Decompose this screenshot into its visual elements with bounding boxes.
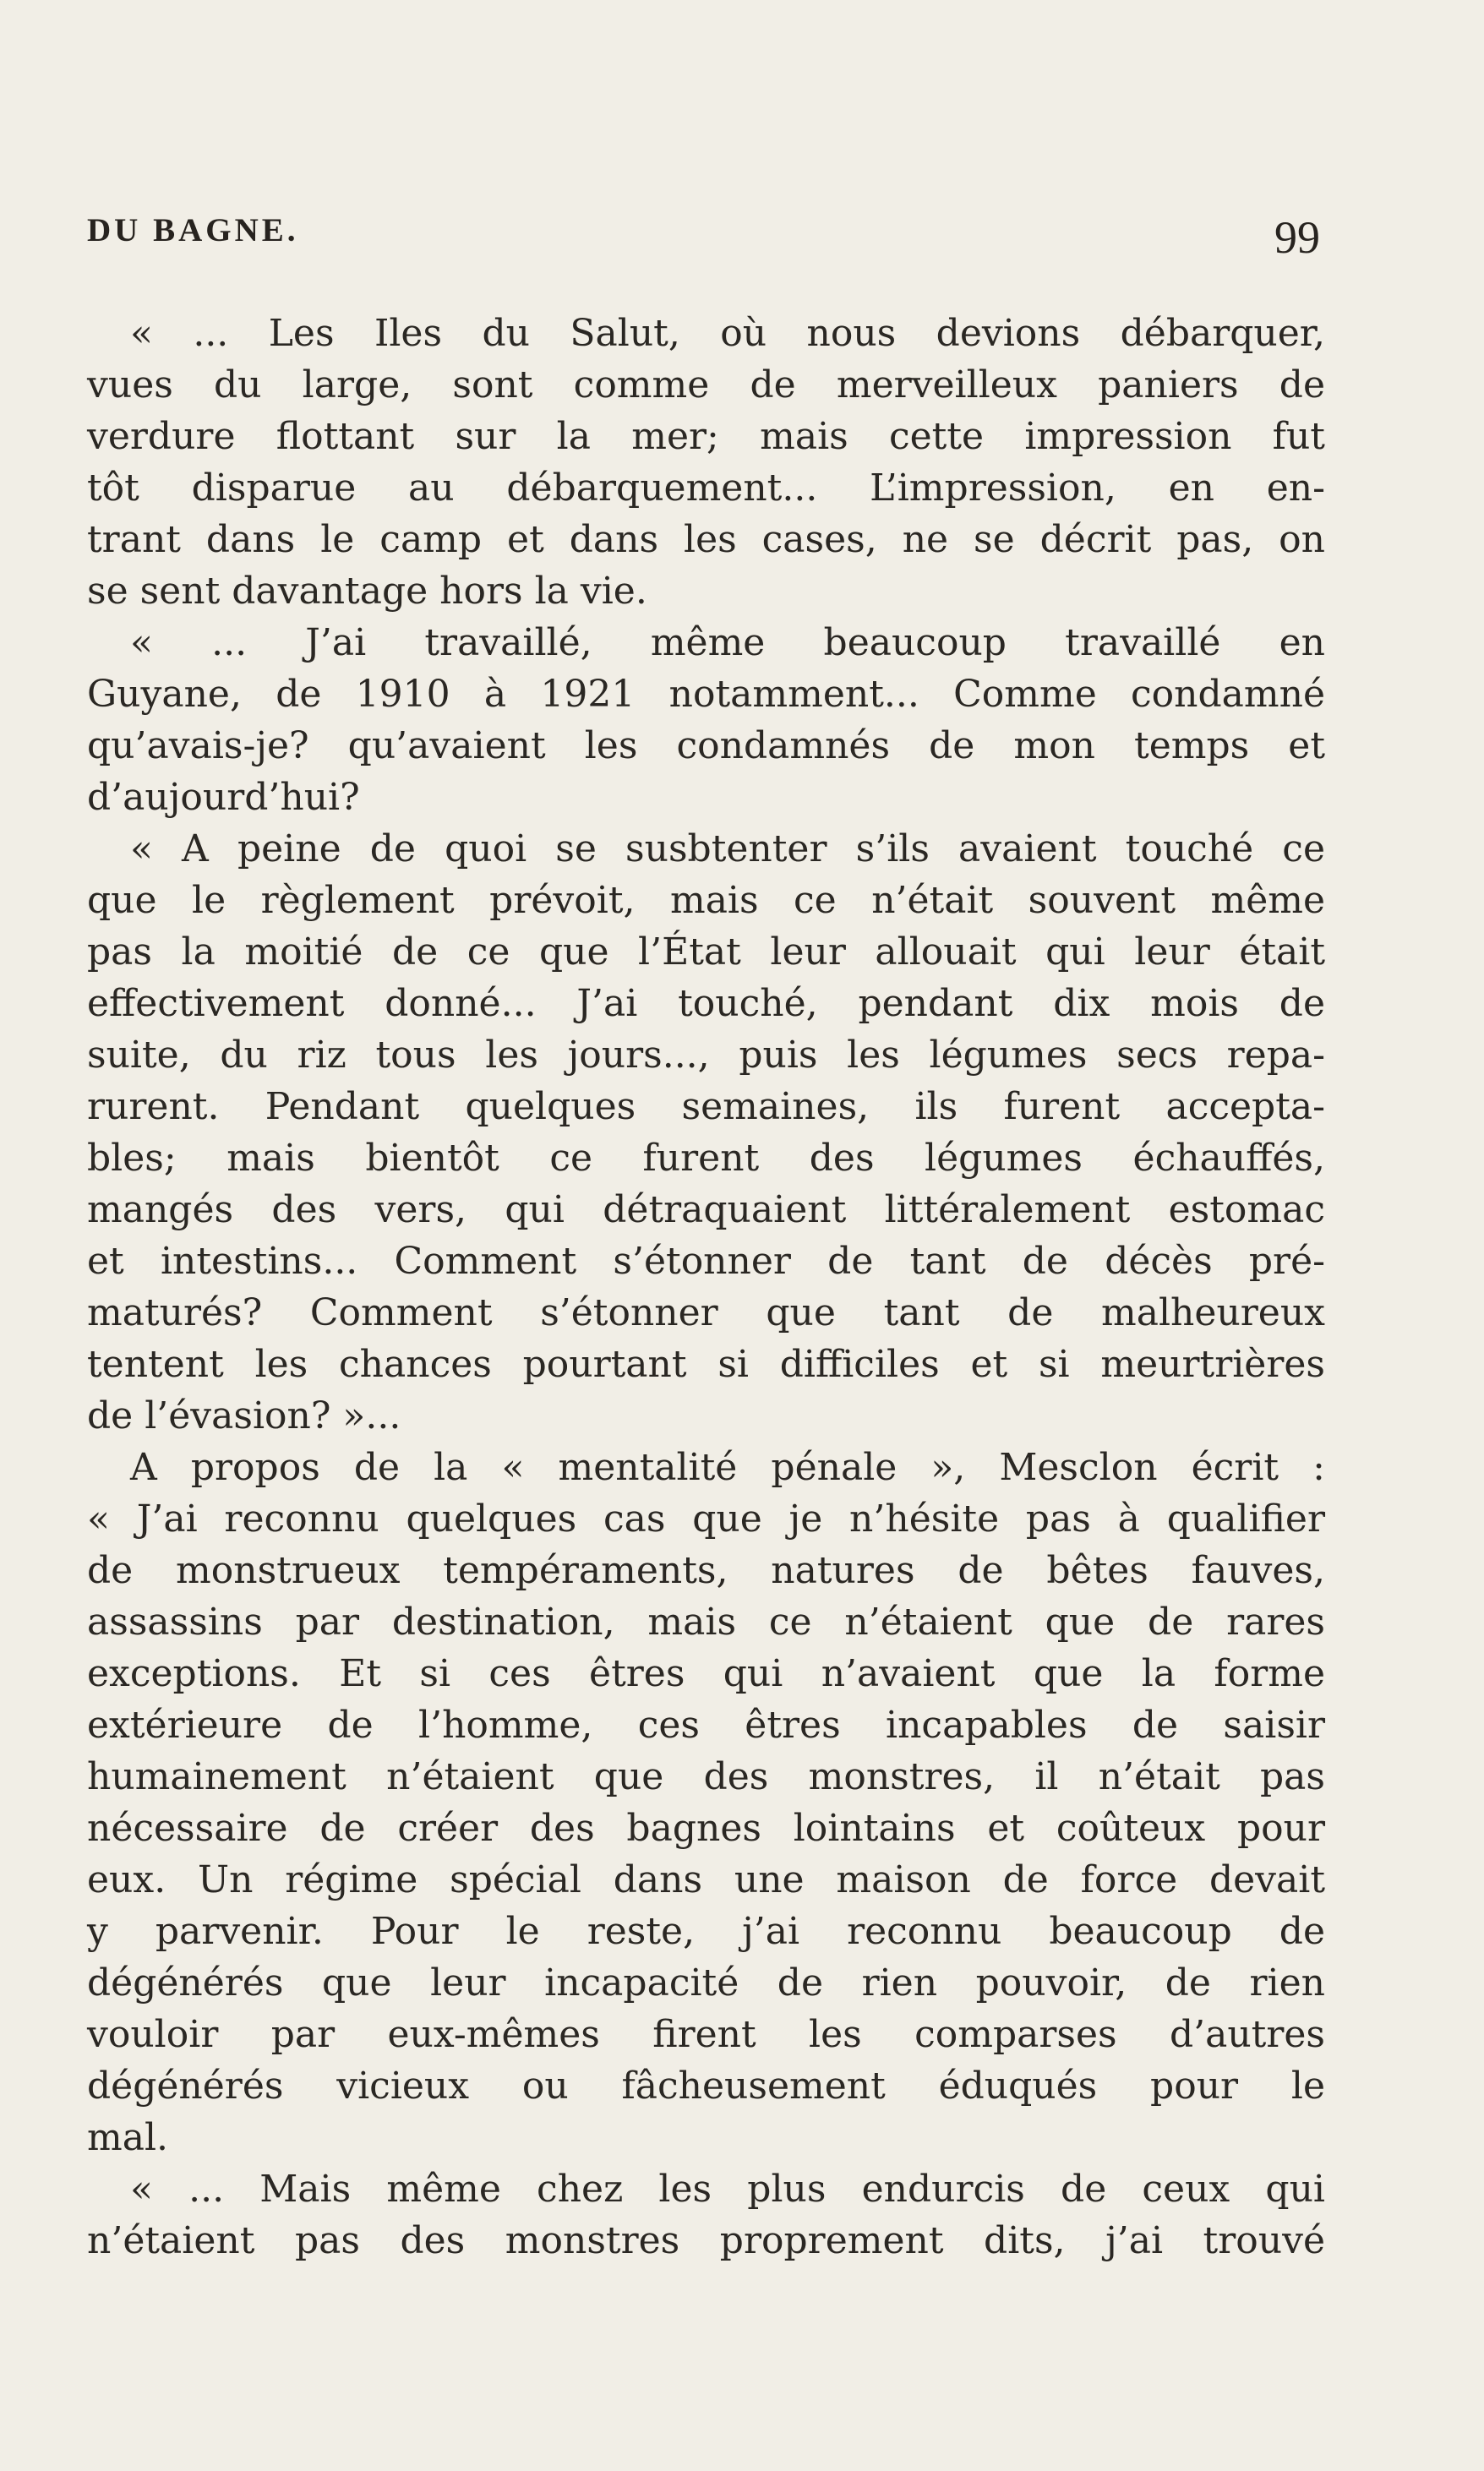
text-line: assassins par destination, mais ce n’étaient que de rares: [87, 1601, 1325, 1644]
text-line: dégénérés que leur incapacité de rien pouvoir, de rien: [87, 1961, 1325, 2005]
text-line: de monstrueux tempéraments, natures de bêtes fauves,: [87, 1549, 1325, 1592]
text-line: suite, du riz tous les jours..., puis les légumes secs repa-: [87, 1034, 1325, 1077]
text-line: pas la moitié de ce que l’État leur allouait qui leur était: [87, 930, 1325, 974]
text-line: n’étaient pas des monstres proprement dits, j’ai trouvé: [87, 2219, 1325, 2262]
text-line: qu’avais-je? qu’avaient les condamnés de mon temps et: [87, 724, 1325, 767]
text-line: Guyane, de 1910 à 1921 notamment... Comme condamné: [87, 673, 1325, 716]
text-line: extérieure de l’homme, ces êtres incapables de saisir: [87, 1704, 1325, 1747]
text-line: rurent. Pendant quelques semaines, ils furent accepta-: [87, 1085, 1325, 1128]
text-line: mangés des vers, qui détraquaient littéralement estomac: [87, 1188, 1325, 1231]
text-line: « ... J’ai travaillé, même beaucoup travaillé en: [130, 621, 1325, 664]
body-text: [87, 308, 1325, 2266]
text-line: bles; mais bientôt ce furent des légumes échauffés,: [87, 1137, 1325, 1180]
text-line: « J’ai reconnu quelques cas que je n’hésite pas à qualifier: [87, 1497, 1325, 1541]
text-line: humainement n’étaient que des monstres, il n’était pas: [87, 1755, 1325, 1798]
text-line: maturés? Comment s’étonner que tant de malheureux: [87, 1291, 1325, 1334]
text-line: nécessaire de créer des bagnes lointains et coûteux pour: [87, 1807, 1325, 1850]
text-line: vues du large, sont comme de merveilleux paniers de: [87, 363, 1325, 406]
text-line: et intestins... Comment s’étonner de tant de décès pré-: [87, 1240, 1325, 1283]
text-line: se sent davantage hors la vie.: [87, 570, 647, 613]
text-line: « A peine de quoi se susbtenter s’ils avaient touché ce: [130, 827, 1325, 870]
text-line: vouloir par eux-mêmes firent les comparses d’autres: [87, 2013, 1325, 2056]
text-line: d’aujourd’hui?: [87, 776, 360, 819]
text-line: que le règlement prévoit, mais ce n’était souvent même: [87, 879, 1325, 922]
text-line: y parvenir. Pour le reste, j’ai reconnu beaucoup de: [87, 1910, 1325, 1953]
text-line: de l’évasion? »...: [87, 1394, 401, 1437]
text-line: « ... Mais même chez les plus endurcis de ceux qui: [130, 2168, 1325, 2211]
running-head: DU BAGNE.: [87, 212, 299, 248]
text-line: effectivement donné... J’ai touché, pendant dix mois de: [87, 982, 1325, 1025]
text-line: trant dans le camp et dans les cases, ne se décrit pas, on: [87, 518, 1325, 561]
text-line: mal.: [87, 2116, 169, 2159]
text-line: A propos de la « mentalité pénale », Mesclon écrit :: [130, 1446, 1325, 1489]
text-line: tentent les chances pourtant si difficiles et si meurtrières: [87, 1343, 1325, 1386]
text-line: « ... Les Iles du Salut, où nous devions débarquer,: [130, 312, 1325, 355]
text-line: eux. Un régime spécial dans une maison de force devait: [87, 1858, 1325, 1901]
text-line: exceptions. Et si ces êtres qui n’avaient que la forme: [87, 1652, 1325, 1695]
text-line: tôt disparue au débarquement... L’impression, en en-: [87, 466, 1325, 510]
text-line: dégénérés vicieux ou fâcheusement éduqués pour le: [87, 2065, 1325, 2108]
page-number: 99: [1274, 212, 1320, 263]
text-line: verdure flottant sur la mer; mais cette impression fut: [87, 415, 1325, 458]
